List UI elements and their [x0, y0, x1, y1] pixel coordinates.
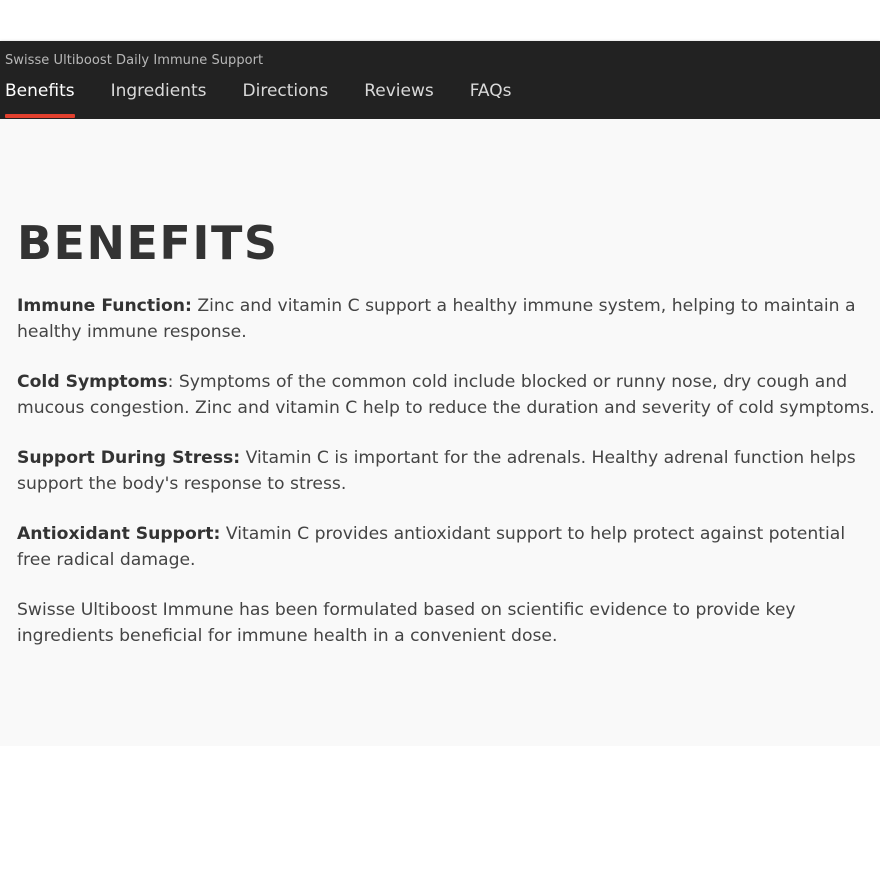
- closing-paragraph: Swisse Ultiboost Immune has been formulated based on scientific evidence to provide key ingredients beneficial for immune health in a convenient dose.: [17, 600, 796, 646]
- tab-reviews[interactable]: Reviews: [364, 81, 434, 101]
- benefits-section: [0, 119, 880, 746]
- product-title: Swisse Ultiboost Daily Immune Support: [5, 53, 264, 68]
- benefit-cold-symptoms: [17, 369, 875, 421]
- benefit-immune-function: [17, 293, 875, 345]
- tab-directions[interactable]: Directions: [242, 81, 329, 101]
- benefit-title: Cold Symptoms: [17, 372, 168, 392]
- benefit-title: Antioxidant Support:: [17, 524, 221, 544]
- benefits-body: [17, 293, 875, 673]
- tab-benefits[interactable]: Benefits: [5, 80, 75, 119]
- benefit-title: Support During Stress:: [17, 448, 241, 468]
- tab-faqs[interactable]: FAQs: [469, 81, 512, 101]
- benefit-text: Vitamin C provides antioxidant support to help protect against potential free radical damage.: [17, 524, 846, 570]
- benefit-support-during-stress: [17, 445, 875, 497]
- benefit-title: Immune Function:: [17, 296, 192, 316]
- product-nav-bar: [0, 41, 880, 119]
- section-tabs: [5, 80, 548, 119]
- benefit-antioxidant-support: [17, 521, 875, 573]
- benefit-text: : Symptoms of the common cold include blocked or runny nose, dry cough and mucous congestion. Zinc and vitamin C help to reduce the duration and severity of cold symptoms.: [17, 372, 875, 418]
- benefit-text: Vitamin C is important for the adrenals. Healthy adrenal function helps support the body's response to stress.: [17, 448, 856, 494]
- tab-ingredients[interactable]: Ingredients: [110, 81, 207, 101]
- section-heading: BENEFITS: [17, 216, 279, 270]
- benefit-text: Zinc and vitamin C support a healthy immune system, helping to maintain a healthy immune response.: [17, 296, 856, 342]
